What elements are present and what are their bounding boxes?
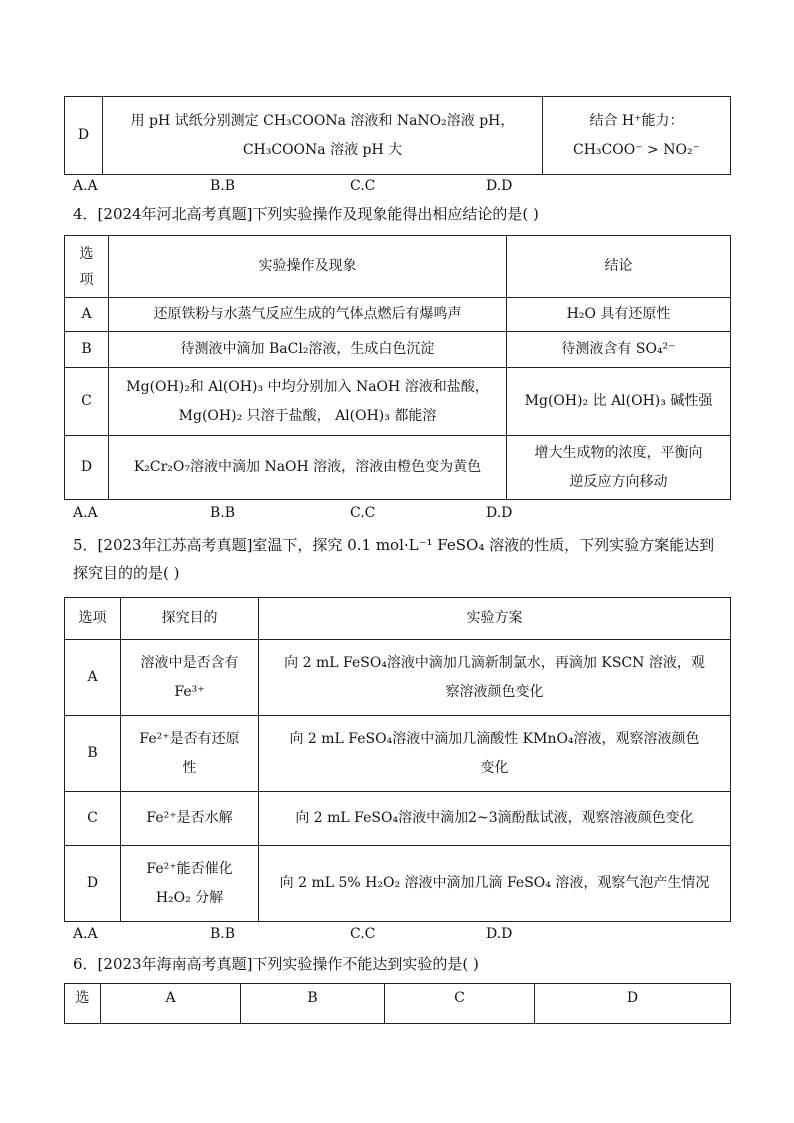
op-cell: 待测液中滴加 BaCl₂溶液，生成白色沉淀 <box>109 332 507 368</box>
choice-b[interactable]: B.B <box>210 926 236 942</box>
op-cell: K₂Cr₂O₇溶液中滴加 NaOH 溶液，溶液由橙色变为黄色 <box>109 436 507 500</box>
q5-table <box>64 597 731 922</box>
table-row <box>65 846 731 922</box>
goal-line: H₂O₂ 分解 <box>155 889 224 906</box>
table-header-row <box>65 598 731 640</box>
goal-cell: Fe²⁺是否水解 <box>121 792 259 846</box>
q4-stem: 4．[2024年河北高考真题]下列实验操作及现象能得出相应结论的是( ) <box>73 205 539 223</box>
plan-cell: 向 2 mL FeSO₄溶液中滴加2~3滴酚酞试液，观察溶液颜色变化 <box>259 792 731 846</box>
q5-stem <box>73 531 733 587</box>
plan-line: 察溶液颜色变化 <box>445 683 544 700</box>
op-line: 用 pH 试纸分别测定 CH₃COONa 溶液和 NaNO₂溶液 pH， <box>130 112 515 129</box>
plan-line: 向 2 mL FeSO₄溶液中滴加几滴新制氯水，再滴加 KSCN 溶液，观 <box>284 654 705 671</box>
table-row <box>65 640 731 716</box>
choice-a[interactable]: A.A <box>73 505 98 521</box>
option-label: A <box>65 298 109 332</box>
op-line: Mg(OH)₂ 只溶于盐酸， Al(OH)₃ 都能溶 <box>178 407 437 424</box>
header-op: 实验操作及现象 <box>109 236 507 298</box>
q4-choices <box>73 505 733 523</box>
goal-line: Fe²⁺能否催化 <box>146 860 233 877</box>
q5-choices <box>73 926 733 944</box>
q5-stem-line: 探究目的的是( ) <box>73 564 180 582</box>
conclusion-cell: Mg(OH)₂ 比 Al(OH)₃ 碱性强 <box>507 368 731 436</box>
goal-line: Fe³⁺ <box>174 683 205 700</box>
conclusion-line: 结合 H⁺能力： <box>589 112 684 129</box>
op-cell: 还原铁粉与水蒸气反应生成的气体点燃后有爆鸣声 <box>109 298 507 332</box>
option-label: A <box>65 640 121 716</box>
header-conclusion: 结论 <box>507 236 731 298</box>
q6-stem: 6．[2023年海南高考真题]下列实验操作不能达到实验的是( ) <box>73 955 479 973</box>
header-option: 选项 <box>65 598 121 640</box>
goal-line: 性 <box>182 759 197 776</box>
header-d: D <box>535 984 731 1024</box>
choice-d[interactable]: D.D <box>486 505 513 521</box>
choice-a[interactable]: A.A <box>73 926 98 942</box>
choice-b[interactable]: B.B <box>210 505 236 521</box>
header-option: 选 <box>65 984 101 1024</box>
header-c: C <box>385 984 535 1024</box>
goal-line: Fe²⁺是否有还原 <box>139 730 240 747</box>
header-a: A <box>101 984 241 1024</box>
table-row <box>65 792 731 846</box>
table-row <box>65 368 731 436</box>
q4-table <box>64 235 731 500</box>
table-row <box>65 97 731 175</box>
table-header-row <box>65 984 731 1024</box>
option-label: C <box>65 368 109 436</box>
table-row <box>65 298 731 332</box>
choice-c[interactable]: C.C <box>350 926 376 942</box>
choice-d[interactable]: D.D <box>486 926 513 942</box>
header-option: 项 <box>79 271 94 288</box>
conclusion-line: 逆反应方向移动 <box>569 473 668 490</box>
option-label: D <box>65 436 109 500</box>
plan-line: 变化 <box>480 759 509 776</box>
choice-c[interactable]: C.C <box>350 505 376 521</box>
conclusion-line: 增大生成物的浓度，平衡向 <box>534 444 703 461</box>
table-header-row <box>65 236 731 298</box>
header-option: 选 <box>79 245 94 262</box>
conclusion-line: CH₃COO⁻ > NO₂⁻ <box>573 141 700 158</box>
header-plan: 实验方案 <box>259 598 731 640</box>
choice-d[interactable]: D.D <box>486 178 513 194</box>
conclusion-cell: 待测液含有 SO₄²⁻ <box>507 332 731 368</box>
plan-cell: 向 2 mL 5% H₂O₂ 溶液中滴加几滴 FeSO₄ 溶液，观察气泡产生情况 <box>259 846 731 922</box>
table-row <box>65 332 731 368</box>
plan-line: 向 2 mL FeSO₄溶液中滴加几滴酸性 KMnO₄溶液，观察溶液颜色 <box>289 730 700 747</box>
choice-b[interactable]: B.B <box>210 178 236 194</box>
q3-table-continuation <box>64 96 731 175</box>
choice-a[interactable]: A.A <box>73 178 98 194</box>
option-label: B <box>65 332 109 368</box>
choice-c[interactable]: C.C <box>350 178 376 194</box>
option-label: D <box>65 846 121 922</box>
option-label: D <box>65 97 103 175</box>
table-row <box>65 436 731 500</box>
goal-line: 溶液中是否含有 <box>140 654 239 671</box>
conclusion-cell: H₂O 具有还原性 <box>507 298 731 332</box>
header-b: B <box>241 984 385 1024</box>
q3-choices <box>73 178 733 196</box>
option-label: C <box>65 792 121 846</box>
op-line: CH₃COONa 溶液 pH 大 <box>242 141 403 158</box>
q6-table <box>64 983 731 1024</box>
q5-stem-line: 5．[2023年江苏高考真题]室温下，探究 0.1 mol·L⁻¹ FeSO₄ 溶液的性质，下列实验方案能达到 <box>73 536 715 554</box>
header-goal: 探究目的 <box>121 598 259 640</box>
option-label: B <box>65 716 121 792</box>
op-line: Mg(OH)₂和 Al(OH)₃ 中均分别加入 NaOH 溶液和盐酸， <box>126 378 489 395</box>
table-row <box>65 716 731 792</box>
